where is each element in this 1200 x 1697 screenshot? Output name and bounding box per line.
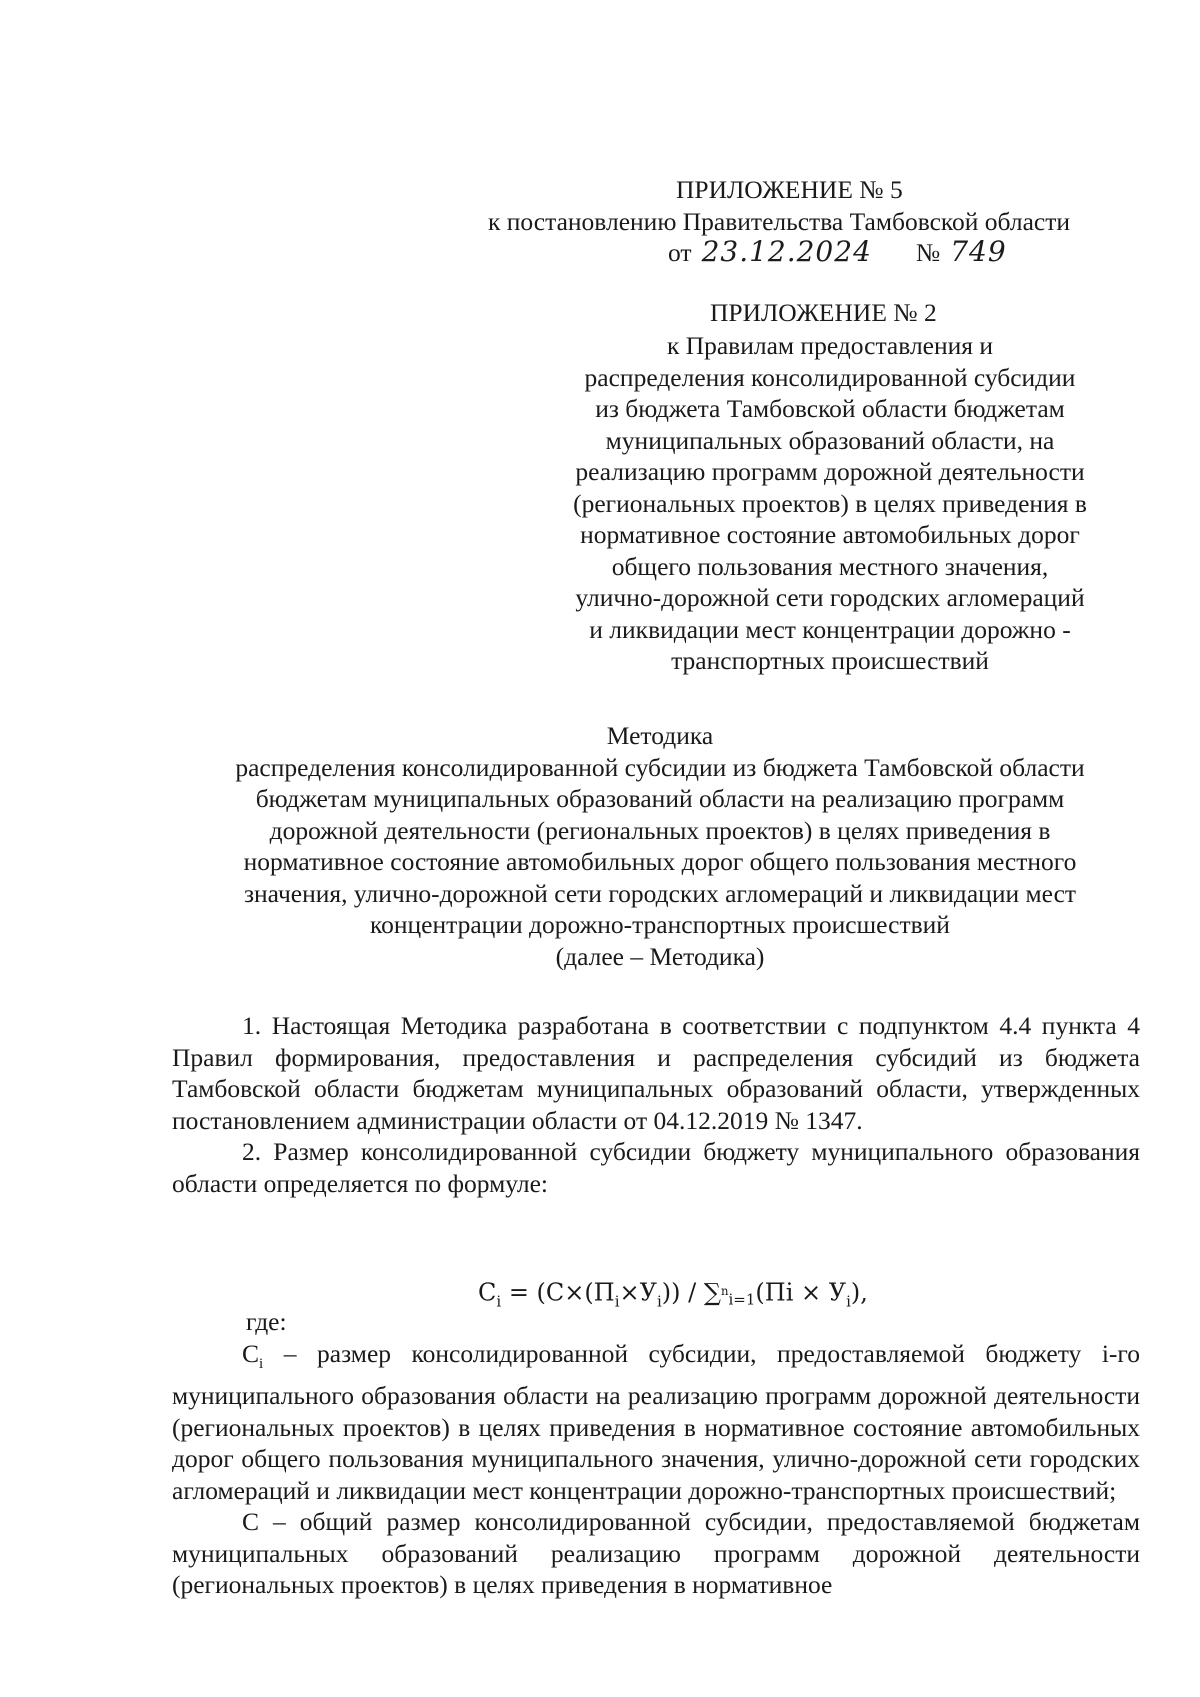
sum-upper: n <box>720 1284 729 1298</box>
ci-symbol: С <box>242 1338 260 1368</box>
method-line: дорожной деятельности (региональных проектов) в целях приведения в <box>269 815 1051 845</box>
appendix-2-line: транспортных происшествий <box>671 646 989 675</box>
appendix-2-line: из бюджета Тамбовской области бюджетам <box>595 394 1065 423</box>
appendix-2-line: реализацию программ дорожной деятельности <box>575 457 1085 486</box>
formula-sub: i <box>614 1292 620 1311</box>
formula-part: ×У <box>619 1278 657 1307</box>
decree-date-number <box>668 236 1007 269</box>
appendix-2-line: общего пользования местного значения, <box>611 551 1049 581</box>
formula-part: ), <box>850 1278 868 1307</box>
formula-sub: i <box>656 1292 662 1311</box>
formula-part: = (С×(П <box>501 1278 615 1307</box>
paragraph-2: 2. Размер консолидированной субсидии бюджету муниципального образования области определяется по формуле: <box>172 1137 1140 1198</box>
formula-c: С <box>478 1278 497 1307</box>
method-line: концентрации дорожно-транспортных происшествий <box>370 910 950 939</box>
sum-lower: i=1 <box>728 1290 756 1309</box>
method-heading: Методика <box>606 721 714 750</box>
formula-sub: i <box>846 1292 851 1311</box>
appendix-5-subtitle: к постановлению Правительства Тамбовской области <box>488 207 1071 236</box>
appendix-5-title: ПРИЛОЖЕНИЕ № 5 <box>676 175 903 204</box>
number-label: № <box>915 238 941 267</box>
appendix-2-line: (региональных проектов) в целях приведения в <box>573 488 1087 518</box>
paragraph-1: 1. Настоящая Методика разработана в соответствии с подпунктом 4.4 пункта 4 Правил формирования, предоставления и распределения субсидий из бюджета Тамбовской области бюджетам муниципальных образований области, утвержденных постановлением администрации области от 04.12.2019 № 1347. <box>172 1011 1140 1135</box>
formula-part: )) / ∑ <box>661 1278 721 1307</box>
appendix-2-description <box>520 330 1140 677</box>
body-text <box>172 1010 1140 1199</box>
formula-sub: i <box>496 1292 502 1311</box>
method-title <box>160 720 1160 972</box>
date-label: от <box>668 238 692 267</box>
appendix-2-line: и ликвидации мест концентрации дорожно - <box>589 614 1071 644</box>
where-label: где: <box>246 1307 287 1336</box>
handwritten-number: 749 <box>950 235 1007 268</box>
appendix-2-line: нормативное состояние автомобильных дорог <box>580 520 1080 549</box>
appendix-2-line: улично-дорожной сети городских агломераций <box>575 583 1085 612</box>
formula-part: (Пі × У <box>755 1278 847 1307</box>
method-line: значения, улично-дорожной сети городских агломераций и ликвидации мест <box>243 878 1077 908</box>
method-line: нормативное состояние автомобильных дорог общего пользования местного <box>243 847 1077 876</box>
appendix-2-line: муниципальных образований области, на <box>605 425 1055 455</box>
ci-sub: i <box>259 1355 264 1372</box>
method-line: распределения консолидированной субсидии из бюджета Тамбовской области <box>235 752 1085 782</box>
paragraph-ci-definition <box>172 1338 1140 1507</box>
paragraph-c-definition: С – общий размер консолидированной субсидии, предоставляемой бюджетам муниципальных образований реализацию программ дорожной деятельности (региональных проектов) в целях приведения в нормативное <box>172 1507 1140 1600</box>
ci-definition-text: – размер консолидированной субсидии, предоставляемой бюджету i-го муниципального образования области на реализацию программ дорожной деятельности (региональных проектов) в целях приведения в нормативное состояние автомобильных дорог общего пользования муниципального значения, улично-дорожной сети городских агломераций и ликвидации мест концентрации дорожно-транспортных происшествий; <box>172 1338 1140 1505</box>
body-text-continued <box>172 1306 1140 1601</box>
appendix-2-title: ПРИЛОЖЕНИЕ № 2 <box>710 298 937 327</box>
appendix-2-line: распределения консолидированной субсидии <box>584 362 1076 392</box>
method-line: бюджетам муниципальных образований области на реализацию программ <box>255 784 1065 813</box>
method-line: (далее – Методика) <box>555 941 765 971</box>
handwritten-date: 23.12.2024 <box>701 235 872 268</box>
appendix-2-line: к Правилам предоставления и <box>666 331 994 360</box>
